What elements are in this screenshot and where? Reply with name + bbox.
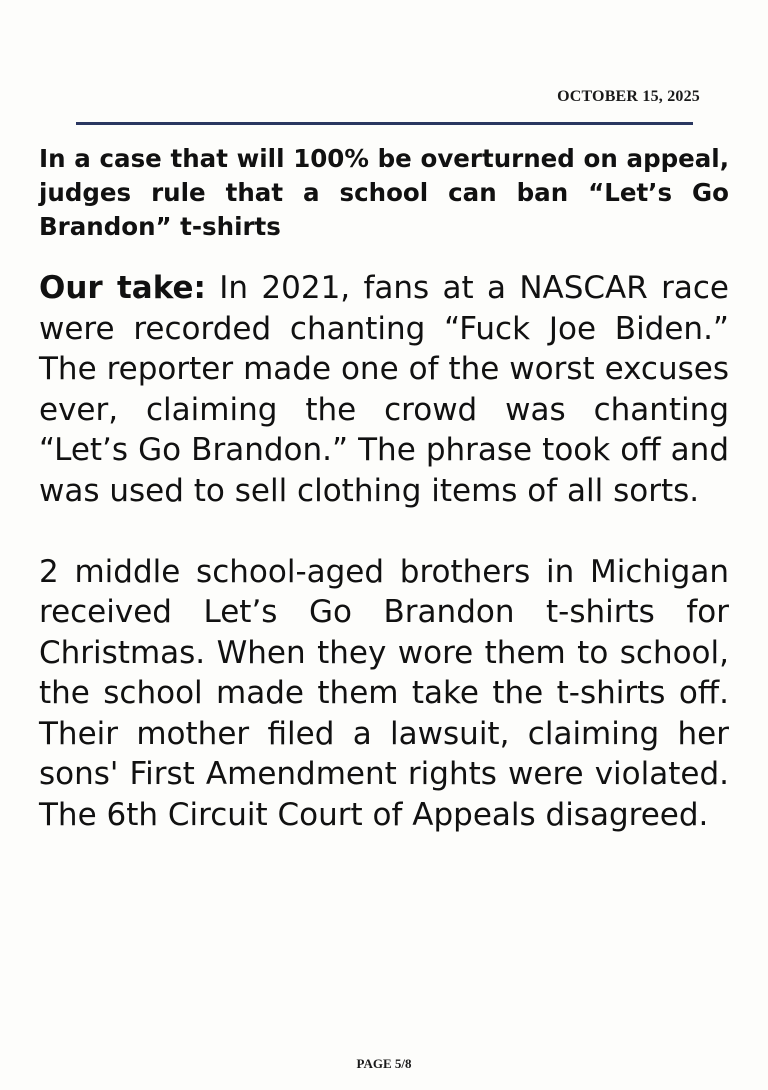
lead-label: Our take: bbox=[39, 270, 206, 306]
header-divider bbox=[76, 122, 693, 125]
paragraph-1 bbox=[39, 268, 729, 511]
article-headline: In a case that will 100% be overturned on appeal, judges rule that a school can ban “Let’s Go Brandon” t-shirts bbox=[39, 144, 729, 241]
paragraph-1-text: In 2021, fans at a NASCAR race were recorded chanting “Fuck Joe Biden.” The reporter made one of the worst excuses ever, claiming the crowd was chanting “Let’s Go Brandon.” The phrase took off and was used to sell clothing items of all sorts. bbox=[39, 270, 729, 509]
publication-date: OCTOBER 15, 2025 bbox=[557, 88, 700, 105]
paragraph-2: 2 middle school-aged brothers in Michigan received Let’s Go Brandon t-shirts for Christmas. When they wore them to school, the school made them take the t-shirts off. Their mother filed a lawsuit, claiming her sons' First Amendment rights were violated. The 6th Circuit Court of Appeals disagreed. bbox=[39, 553, 729, 833]
page-number: PAGE 5/8 bbox=[356, 1056, 412, 1071]
article-body bbox=[39, 268, 729, 835]
